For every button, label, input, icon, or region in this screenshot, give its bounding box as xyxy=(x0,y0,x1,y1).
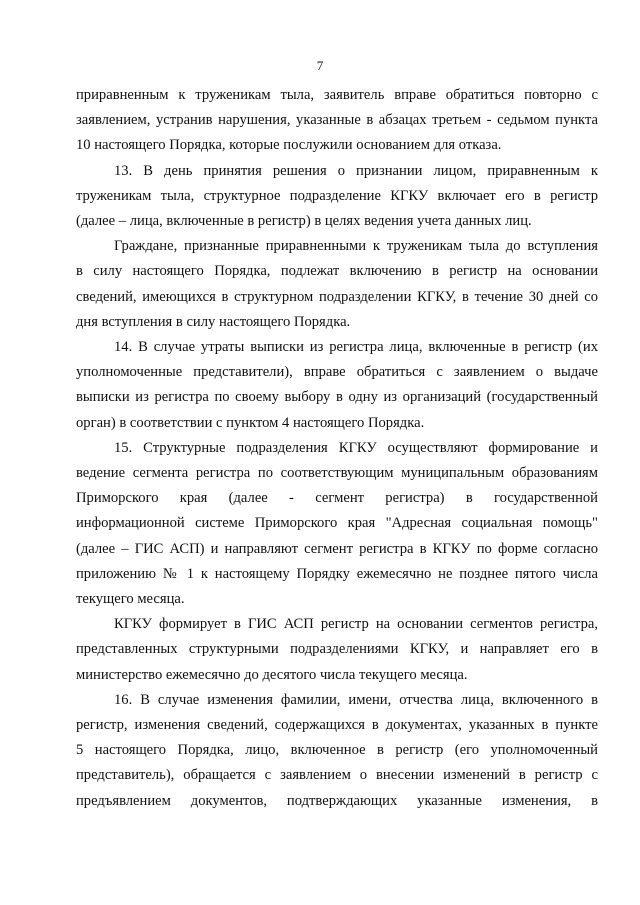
text-line: приравненным к труженикам тыла, заявитель вправе обратиться повторно с xyxy=(76,87,598,103)
text-line: в силу настоящего Порядка, подлежат включению в регистр на основании xyxy=(76,263,598,280)
text-line: приложению № 1 к настоящему Порядку ежемесячно не позднее пятого числа xyxy=(76,565,598,582)
text-line: представитель), обращается с заявлением о внесении изменений в регистр с xyxy=(76,767,598,784)
text-line: дня вступления в силу настоящего Порядка. xyxy=(76,313,351,330)
page-number: 7 xyxy=(316,58,324,73)
text-line: 14. В случае утраты выписки из регистра лица, включенные в регистр (их xyxy=(114,339,598,356)
paragraph-kgku xyxy=(76,612,598,688)
text-line: ведение сегмента регистра по соответствующим муниципальным образованиям xyxy=(76,465,598,482)
text-line: орган) в соответствии с пунктом 4 настоящего Порядка. xyxy=(76,414,425,431)
document-body xyxy=(76,83,598,814)
text-line: 10 настоящего Порядка, которые послужили основанием для отказа. xyxy=(76,137,502,154)
text-line: текущего месяца. xyxy=(76,591,185,608)
text-line: (далее – лица, включенные в регистр) в целях ведения учета данных лиц. xyxy=(76,213,532,230)
paragraph-continuation xyxy=(76,83,598,159)
text-line: предъявлением документов, подтверждающих указанные изменения, в xyxy=(76,792,598,809)
text-line: заявлением, устранив нарушения, указанные в абзацах третьем - седьмом пункта xyxy=(76,112,598,129)
text-line: 16. В случае изменения фамилии, имени, отчества лица, включенного в xyxy=(114,691,598,708)
text-line: Приморского края (далее - сегмент регистра) в государственной xyxy=(76,490,598,507)
text-line: информационной системе Приморского края "Адресная социальная помощь" xyxy=(76,515,598,532)
text-line: министерство ежемесячно до десятого числа текущего месяца. xyxy=(76,666,468,683)
text-line: выписки из регистра по своему выбору в одну из организаций (государственный xyxy=(76,389,598,406)
paragraph-16 xyxy=(76,688,598,814)
text-line: труженикам тыла, структурное подразделение КГКУ включает его в регистр xyxy=(76,187,598,204)
paragraph-14 xyxy=(76,335,598,436)
text-line: уполномоченные представители), вправе обратиться с заявлением о выдаче xyxy=(76,364,598,381)
text-line: 15. Структурные подразделения КГКУ осуществляют формирование и xyxy=(114,439,598,456)
text-line: Граждане, признанные приравненными к труженикам тыла до вступления xyxy=(114,238,598,255)
text-line: регистр, изменения сведений, содержащихся в документах, указанных в пункте xyxy=(76,717,598,734)
text-line: КГКУ формирует в ГИС АСП регистр на основании сегментов регистра, xyxy=(114,616,598,633)
text-line: (далее – ГИС АСП) и направляют сегмент регистра в КГКУ по форме согласно xyxy=(76,540,598,557)
paragraph-15 xyxy=(76,436,598,612)
paragraph-13 xyxy=(76,159,598,235)
text-line: представленных структурными подразделениями КГКУ, и направляет его в xyxy=(76,641,598,658)
paragraph-citizens xyxy=(76,234,598,335)
text-line: сведений, имеющихся в структурном подразделении КГКУ, в течение 30 дней со xyxy=(76,288,598,305)
text-line: 13. В день принятия решения о признании лицом, приравненным к xyxy=(114,162,598,179)
text-line: 5 настоящего Порядка, лицо, включенное в регистр (его уполномоченный xyxy=(76,742,598,759)
